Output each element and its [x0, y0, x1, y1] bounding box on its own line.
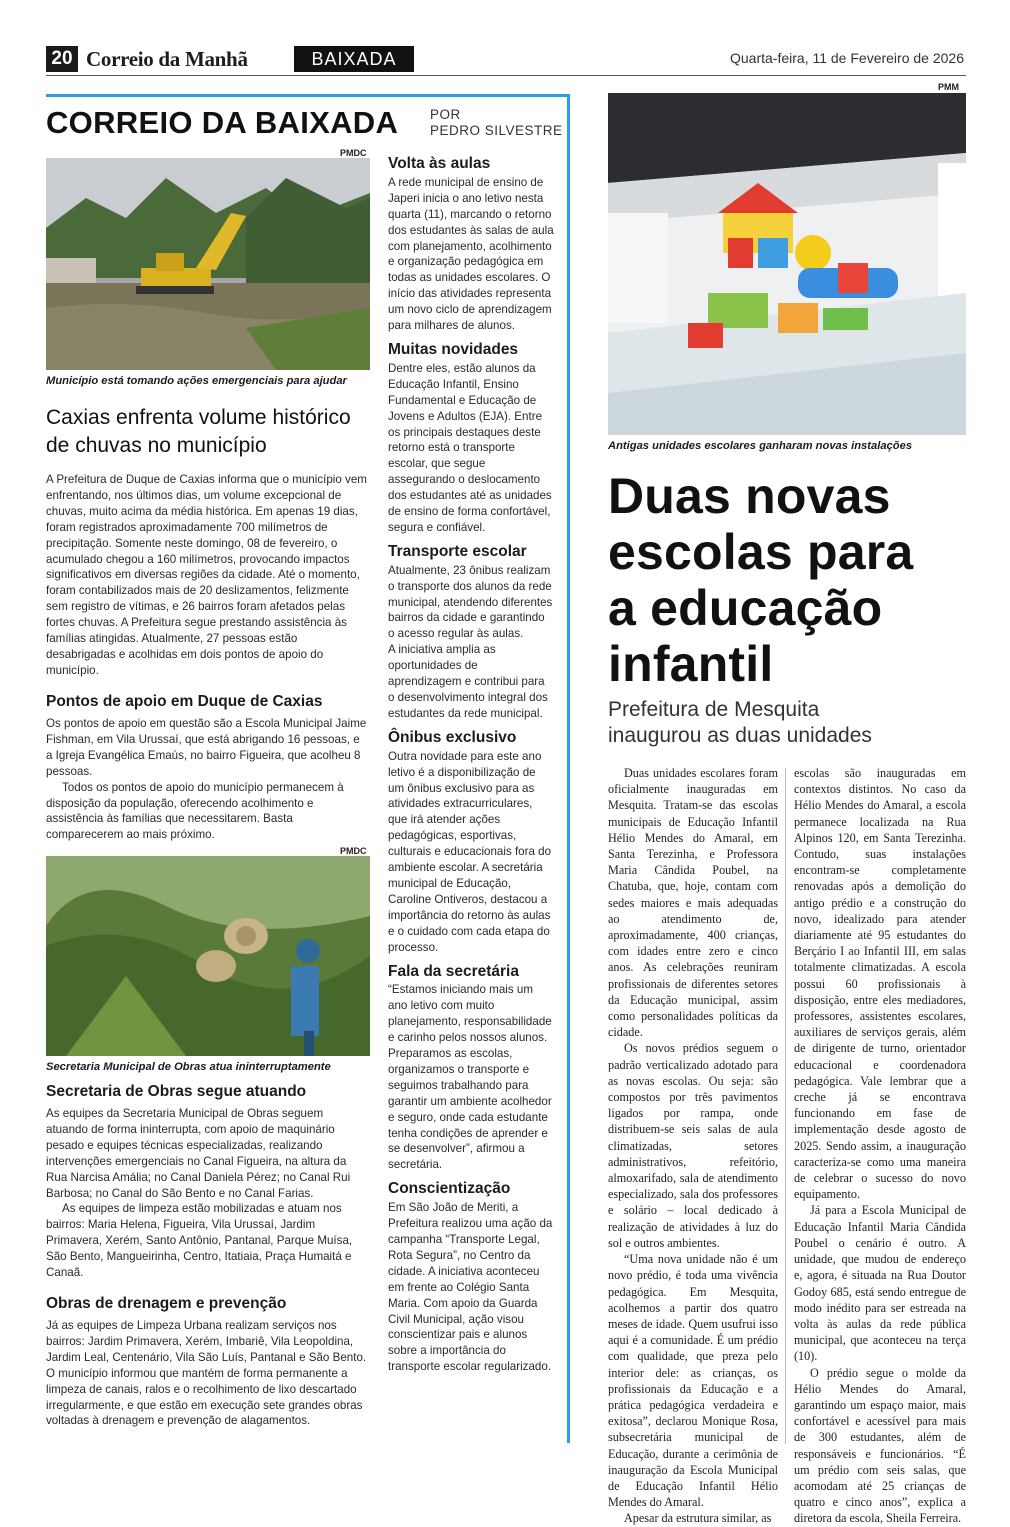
obras-paragraph-1: As equipes da Secretaria Municipal de Obras seguem atuando de forma ininterrupta, com apoio de maquinário pesado e equipes técnicas especializadas, realizando intervenções emergenciais no Canal Figueira, na altura da Rua Narcisa Amália; no Canal Daniela Pérez; no Canal Rui Barbosa; no Canal do São Bento e no Canal Farias.	[46, 1107, 351, 1200]
headline-line-2: escolas para	[608, 524, 914, 580]
photo-credit: PMDC	[340, 148, 367, 158]
issue-date: Quarta-feira, 11 de Fevereiro de 2026	[730, 50, 964, 66]
pontos-subheading: Pontos de apoio em Duque de Caxias	[46, 693, 323, 710]
headline-line-3: a educação	[608, 580, 883, 636]
caxias-headline	[46, 404, 376, 460]
caxias-headline-line-1: Caxias enfrenta volume histórico	[46, 406, 351, 429]
tree-removal-photo	[46, 856, 370, 1056]
mesquita-column-2	[794, 765, 966, 1527]
byline-author: PEDRO SILVESTRE	[430, 123, 563, 138]
subhead-line-2: inaugurou as duas unidades	[608, 724, 872, 747]
subheadline	[608, 697, 872, 749]
onibus-paragraph: Outra novidade para este ano letivo é a disponibilização de um ônibus exclusivo para as atividades extracurriculares, que irá atender ações pedagógicas, esportivas, culturais e educacionais fora do ambiente escolar. A secretária municipal de Educação, Caroline Ontiveros, destacou a importância do retorno às aulas e o cuidado com cada etapa do processo.	[388, 749, 552, 954]
mesquita-c1-paragraph-1: Duas unidades escolares foram oficialmente inauguradas em Mesquita. Tratam-se das escolas municipais de Educação Infantil Hélio Mendes do Amaral, em Santa Terezinha, e Professora Maria Cândida Poubel, na Chatuba, que, hoje, contam com sedes maiores e mais adequadas ao atendimento de, aproximadamente, 400 crianças, com idades entre zero e cinco anos. As celebrações reuniram profissionais de diferentes setores da Educação municipal, assim como personalidades políticas da cidade.	[608, 766, 778, 1040]
fala-paragraph: “Estamos iniciando mais um ano letivo com muito planejamento, responsabilidade e carinho pelos nossos alunos. Preparamos as escolas, organizamos o transporte e seguimos trabalhando para garantir um ambiente acolhedor e seguro, onde cada estudante tenha condições de aprender e se desenvolver”, afirmou a secretária.	[388, 983, 552, 1172]
mesquita-c2-paragraph-2: Já para a Escola Municipal de Educação Infantil Maria Cândida Poubel o cenário é outro. A unidade, que mudou de endereço e, agora, é situada na Rua Doutor Godoy 685, está sendo entregue de modo inédito para ser estreada na volta às aulas da rede pública municipal, que aconteceu na terça (10).	[794, 1203, 966, 1364]
pontos-article	[46, 716, 368, 843]
playroom-illustration	[608, 93, 966, 435]
photo-credit: PMDC	[340, 846, 367, 856]
onibus-subheading: Ônibus exclusivo	[388, 728, 517, 746]
page-number: 20	[46, 46, 78, 72]
consc-paragraph: Em São João de Meriti, a Prefeitura realizou uma ação da campanha “Transporte Legal, Rota Segura”, no Centro da cidade. A iniciativa aconteceu em frente ao Colégio Santa Maria. Com apoio da Guarda Civil Municipal, ação visou conscientizar pais e alunos sobre a importância do transporte escolar regularizado.	[388, 1201, 553, 1374]
volta-subheading: Volta às aulas	[388, 155, 491, 172]
obras-subheading: Secretaria de Obras segue atuando	[46, 1083, 307, 1100]
caxias-article	[46, 472, 368, 679]
mesquita-column-1	[608, 765, 778, 1527]
mesquita-c2-paragraph-3: O prédio segue o molde da Hélio Mendes do Amaral, garantindo um espaço maior, mais confortável e acessível para mais de 300 estudantes, além de responsáveis e funcionários. “É um prédio com seis salas, que acomodam até 25 crianças de quatro e cinco anos”, explica a diretora da escola, Sheila Ferreira.	[794, 1365, 966, 1526]
fala-subheading: Fala da secretária	[388, 962, 519, 980]
flood-photo-illustration	[46, 158, 370, 370]
caxias-paragraph: A Prefeitura de Duque de Caxias informa que o município vem enfrentando, nos últimos dias, um volume excepcional de chuvas, muito acima da média histórica. Em apenas 19 dias, foram registrados aproximadamente 700 milímetros de precipitação. Somente neste domingo, 08 de fevereiro, o acumulado chegou a 160 milímetros, provocando impactos significativos em diversas regiões da cidade. Até o momento, foram contabilizados mais de 20 deslizamentos, felizmente sem registro de vítimas, e 26 bairros foram afetados pelas fortes chuvas. A Prefeitura segue prestando assistência às famílias atingidas. Atualmente, 27 pessoas estão desabrigadas e acolhidas em dois pontos de apoio do município.	[46, 473, 367, 677]
playroom-caption: Antigas unidades escolares ganharam novas instalações	[608, 440, 913, 452]
column-byline	[430, 107, 563, 139]
transporte-paragraph-1: Atualmente, 23 ônibus realizam o transporte dos alunos da rede municipal, atendendo diferentes bairros da cidade e garantindo o acesso regular às aulas.	[388, 563, 553, 641]
newspaper-logo: Correio da Manhã	[86, 47, 248, 71]
transporte-paragraph-2: A iniciativa amplia as oportunidades de aprendizagem e contribui para o desenvolvimento integral dos estudantes da rede municipal.	[388, 643, 548, 720]
drenagem-article	[46, 1318, 368, 1429]
photo-credit: PMM	[938, 82, 959, 92]
tree-removal-illustration	[46, 856, 370, 1056]
header-rule	[46, 75, 966, 76]
mesquita-c1-paragraph-2: Os novos prédios seguem o padrão verticalizado adotado para as novas escolas. Ou seja: são compostos por três pavimentos ligados por rampa, onde distribuem-se seis salas de aula climatizadas, setores administrativos, refeitório, almoxarifado, sala de atendimento especializado, sala dos professores e solário – local dedicado à realização de atividades à luz do sol e outros ambientes.	[608, 1041, 778, 1250]
playroom-photo	[608, 93, 966, 435]
main-headline	[608, 468, 988, 692]
obras-article	[46, 1106, 368, 1281]
flood-photo	[46, 158, 370, 370]
volta-paragraph: A rede municipal de ensino de Japeri inicia o ano letivo nesta quarta (11), marcando o retorno dos estudantes às salas de aula com planejamento, acolhimento e organização pedagógica em todas as unidades escolares. O início das atividades representa um novo ciclo de aprendizagem para milhares de alunos.	[388, 175, 554, 333]
column-title: CORREIO DA BAIXADA	[46, 105, 399, 140]
flood-photo-caption: Município está tomando ações emergenciais para ajudar	[46, 375, 347, 387]
headline-line-4: infantil	[608, 636, 774, 692]
caxias-headline-line-2: de chuvas no município	[46, 434, 267, 457]
japeri-column	[388, 156, 554, 1375]
mesquita-c1-paragraph-4: Apesar da estrutura similar, as	[624, 1511, 772, 1526]
mesquita-c2-paragraph-1: escolas são inauguradas em contextos distintos. No caso da Hélio Mendes do Amaral, a escola permanece localizada na Rua Alpinos 120, em Santa Terezinha. Contudo, suas instalações encontram-se completamente renovadas após a demolição do antigo prédio e a construção do novo, idealizado para atender diariamente até 95 estudantes do Berçário I ao Infantil III, em salas totalmente climatizadas. A escola possui 60 profissionais à disposição, entre eles mediadores, professores, assistentes escolares, auxiliares de serviços gerais, além de dirigente de turno, orientador educacional e coordenadora pedagógica. Vale lembrar que a creche já se encontrava funcionando em fase de implementação desde agosto de 2025. Sendo assim, a inauguração caracteriza-se como uma maneira de celebrar o sucesso do novo equipamento.	[794, 766, 966, 1202]
novidades-paragraph: Dentre eles, estão alunos da Educação Infantil, Ensino Fundamental e Educação de Jovens e Adultos (EJA). Entre os principais destaques deste retorno está o transporte escolar, que segue assegurando o deslocamento dos estudantes até as unidades de ensino de forma confortável, segura e confiável.	[388, 361, 552, 534]
drenagem-paragraph: Já as equipes de Limpeza Urbana realizam serviços nos bairros: Jardim Primavera, Xerém, Imbariê, Vila Leopoldina, Jardim Leal, Centenário, Vila São Luís, Pantanal e São Bento. O município informou que mantém de forma permanente a limpeza de canais, ralos e o recolhimento de lixo descartado irregularmente, e que estão em execução sete grandes obras voltadas à drenagem e prevenção de alagamentos.	[46, 1319, 367, 1428]
mesquita-c1-paragraph-3: “Uma nova unidade não é um novo prédio, é toda uma vivência pedagógica. Em Mesquita, acolhemos a partir dos quatro meses de idade. Quem usufrui isso aqui é a comunidade. É um prédio com qualidade, que preza pelo interior dele: as crianças, os profissionais da Educação e a prática pedagógica verdadeira e exitosa”, declarou Monique Rosa, subsecretária municipal de Educação, durante a cerimônia de inauguração da Escola Municipal de Educação Infantil Hélio Mendes do Amaral.	[608, 1252, 778, 1510]
obras-paragraph-2: As equipes de limpeza estão mobilizadas e atuam nos bairros: Maria Helena, Figueira, Vila Urussaí, Jardim Primavera, Xerém, Santo Antônio, Pantanal, Parque Muísa, São Bento, Mangueirinha, Centro, Itatiaia, Praça Humaitá e Canaã.	[46, 1202, 353, 1280]
consc-subheading: Conscientização	[388, 1180, 511, 1198]
subhead-line-1: Prefeitura de Mesquita	[608, 698, 820, 721]
drenagem-subheading: Obras de drenagem e prevenção	[46, 1295, 287, 1312]
headline-line-1: Duas novas	[608, 468, 891, 524]
transporte-subheading: Transporte escolar	[388, 542, 527, 560]
section-tag: BAIXADA	[294, 46, 414, 72]
column-divider	[785, 768, 786, 1444]
byline-por: POR	[430, 107, 461, 122]
novidades-subheading: Muitas novidades	[388, 340, 519, 358]
pontos-paragraph-2: Todos os pontos de apoio do município permanecem à disposição da população, oferecendo acolhimento e assistência às famílias que necessitarem. Basta comparecerem ao mais próximo.	[46, 780, 344, 842]
pontos-paragraph-1: Os pontos de apoio em questão são a Escola Municipal Jaime Fishman, em Vila Urussaí, que está abrigando 16 pessoas, e a Igreja Evangélica Emaús, no bairro Figueira, que acolheu 8 pessoas.	[46, 717, 367, 778]
tree-photo-caption: Secretaria Municipal de Obras atua ininterruptamente	[46, 1061, 331, 1073]
